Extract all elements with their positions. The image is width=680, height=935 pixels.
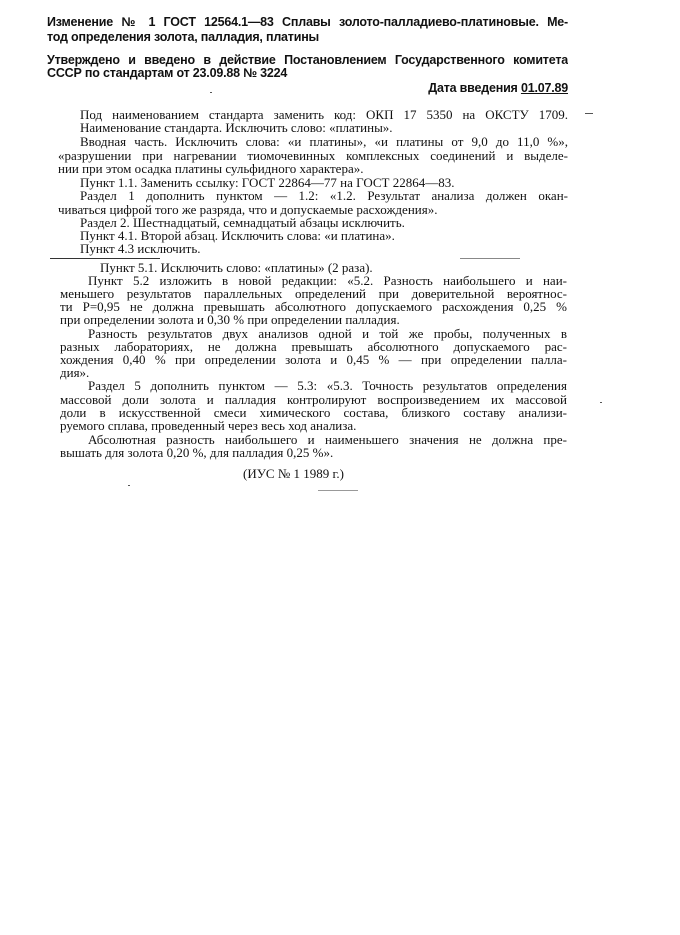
text-line: ти P=0,95 не должна превышать абсолютного допускаемого расхождения 0,25 % <box>60 300 567 314</box>
text-line: Пункт 1.1. Заменить ссылку: ГОСТ 22864—77 на ГОСТ 22864—83. <box>80 175 455 190</box>
effective-date-value: 01.07.89 <box>520 81 568 95</box>
text-line: Под наименованием стандарта заменить код: ОКП 17 5350 на ОКСТУ 1709. <box>80 108 568 122</box>
text-line: при определении золота и 0,30 % при определении палладия. <box>60 312 400 327</box>
text-line: меньшего результатов параллельных определений при доверительной вероятнос- <box>60 287 567 301</box>
text-line: разных лабораториях, не должна превышать абсолютного допускаемого рас- <box>60 340 567 354</box>
text-line: Абсолютная разность наибольшего и наименьшего значения не должна пре- <box>88 433 567 447</box>
text-line: хождения 0,40 % при определении золота и 0,45 % — при определении палла- <box>60 353 567 367</box>
change-title-line-2: тод определения золота, палладия, платины <box>47 30 320 44</box>
source-reference: (ИУС № 1 1989 г.) <box>243 466 344 481</box>
approval-line-1: Утверждено и введено в действие Постановлением Государственного комитета <box>47 53 568 67</box>
text-line: вышать для золота 0,20 %, для палладия 0,25 %». <box>60 445 334 460</box>
text-line: массовой доли золота и палладия контролируют воспроизведением их массовой <box>60 393 567 407</box>
text-line: Пункт 5.1. Исключить слово: «платины» (2 раза). <box>100 260 373 275</box>
effective-date-label: Дата введения <box>428 81 518 95</box>
text-line: Разность результатов двух анализов одной и той же пробы, полученных в <box>88 327 567 341</box>
text-line: Наименование стандарта. Исключить слово: «платины». <box>80 120 393 135</box>
scan-artifact-line <box>460 258 520 259</box>
text-line: Пункт 4.1. Второй абзац. Исключить слова: «и платина». <box>80 228 395 243</box>
text-line: Пункт 4.3 исключить. <box>80 241 201 256</box>
text-line: доли в искусственной смеси химического состава, близкого составу анализи- <box>60 406 567 420</box>
approval-line-2: СССР по стандартам от 23.09.88 № 3224 <box>47 66 288 80</box>
effective-date <box>428 81 568 95</box>
text-line: дия». <box>60 365 90 380</box>
scan-artifact-line <box>318 490 358 491</box>
scan-speck <box>210 92 212 93</box>
scan-artifact-line <box>50 258 160 259</box>
scan-speck <box>128 485 130 486</box>
text-line: руемого сплава, проведенный через весь ход анализа. <box>60 418 357 433</box>
text-line: Раздел 2. Шестнадцатый, семнадцатый абзацы исключить. <box>80 215 405 230</box>
text-line: Пункт 5.2 изложить в новой редакции: «5.2. Разность наибольшего и наи- <box>88 274 567 288</box>
text-line: Раздел 1 дополнить пунктом — 1.2: «1.2. Результат анализа должен окан- <box>80 189 568 203</box>
text-line: нии при этом осадка платины сульфидного характера». <box>58 161 364 176</box>
text-line: «разрушении при нагревании тиомочевинных комплексных соединений и выделе- <box>58 149 568 163</box>
text-line: чиваться цифрой того же разряда, что и допускаемые расхождения». <box>58 202 438 217</box>
text-line: Вводная часть. Исключить слова: «и платины», «и платины от 9,0 до 11,0 %», <box>80 135 568 149</box>
text-line: Раздел 5 дополнить пунктом — 5.3: «5.3. Точность результатов определения <box>88 379 567 393</box>
change-title-line-1: Изменение № 1 ГОСТ 12564.1—83 Сплавы золото-палладиево-платиновые. Ме- <box>47 15 568 29</box>
scan-speck <box>600 402 602 403</box>
scan-speck <box>585 113 593 114</box>
